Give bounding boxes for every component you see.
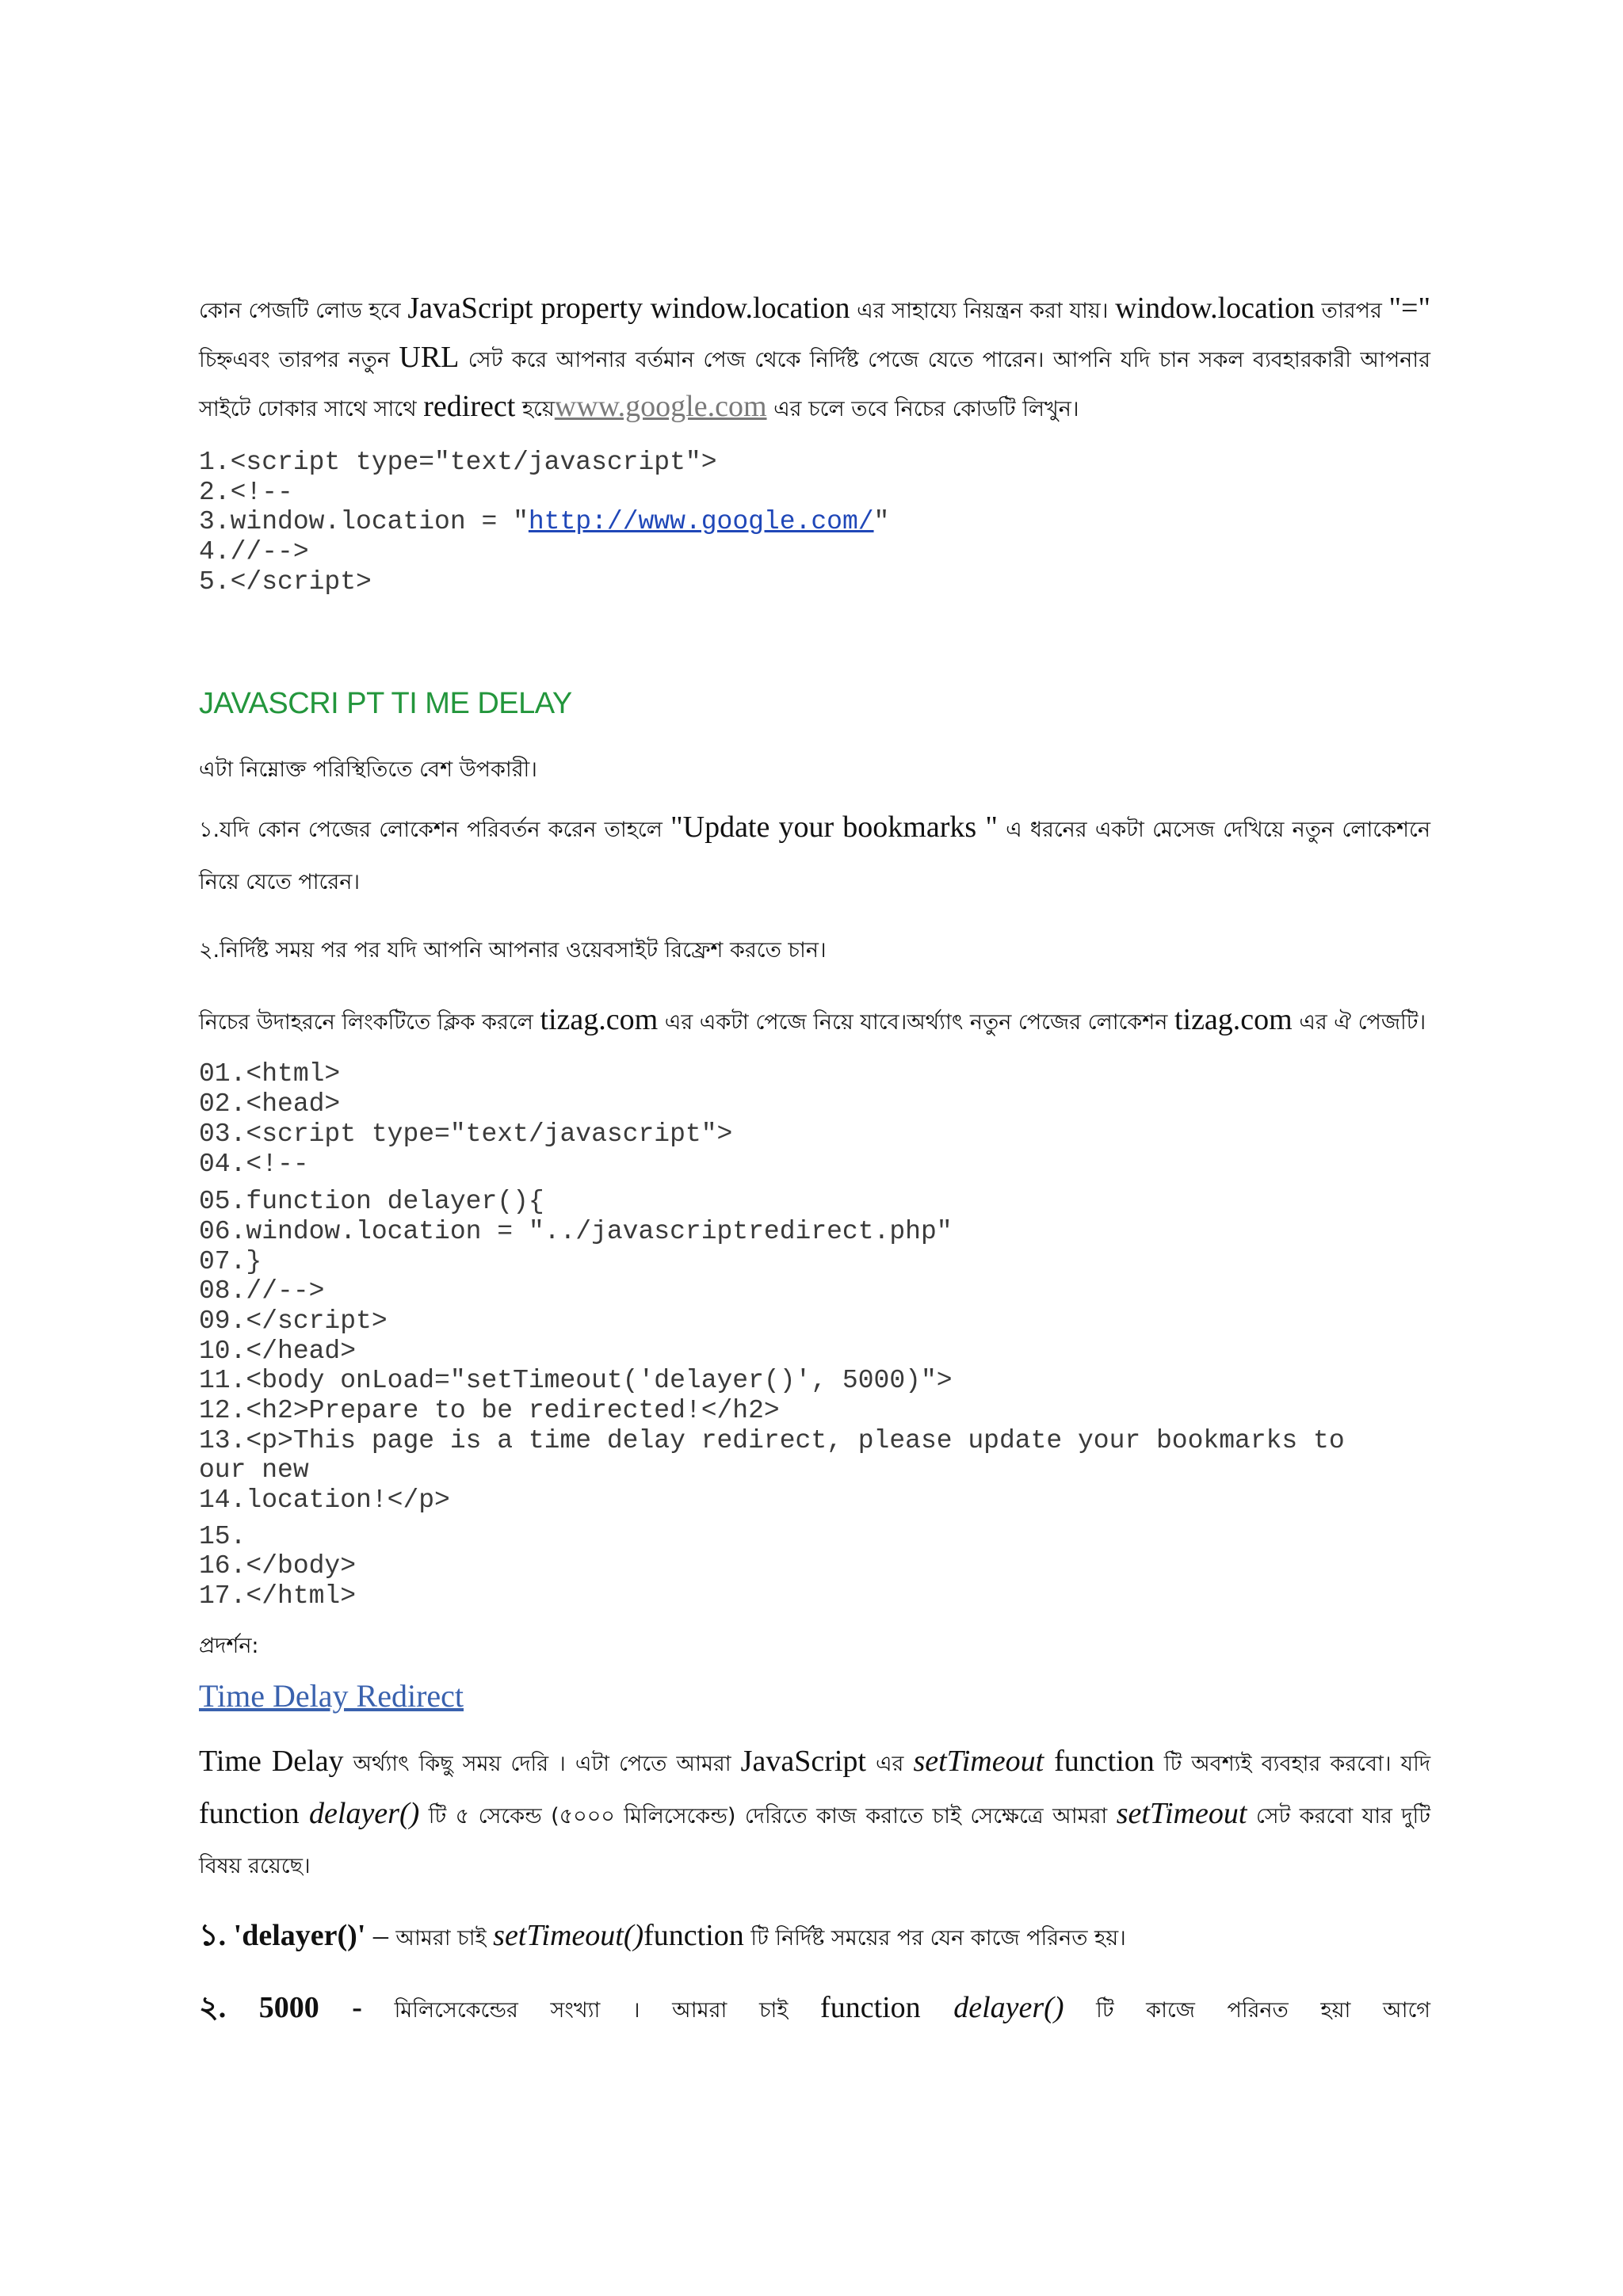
intro-term: URL <box>399 341 460 374</box>
explanation-code-term: setTimeout <box>1116 1796 1247 1830</box>
intro-text: কোন পেজটি লোড হবে <box>199 299 408 323</box>
intro-paragraph <box>199 287 1430 434</box>
point-label: ১. 'delayer()' <box>199 1918 366 1952</box>
code-text: 3.window.location = " <box>199 507 529 537</box>
intro-text: এর সাহায্যে নিয়ন্ত্রন করা যায়। <box>850 299 1116 323</box>
intro-text: হয়ে <box>515 397 555 421</box>
point-text: আমরা চাই <box>395 1925 494 1951</box>
use-case-item-2 <box>199 926 1430 978</box>
use-case-item-1 <box>199 803 1430 910</box>
point-dash: – <box>365 1918 396 1952</box>
explanation-text: টি ৫ সেকেন্ড (৫০০০ মিলিসেকেন্ড) দেরিতে কাজ করাতে চাই সেক্ষেত্রে আমরা <box>419 1803 1117 1829</box>
explanation-term: Time Delay <box>199 1744 344 1778</box>
point-item-2 <box>199 1983 1430 2039</box>
code-line: 04.<!-- <box>199 1149 309 1179</box>
explanation-text: সেট করবো যার দুটি বিষয় রয়েছে। <box>199 1803 1430 1878</box>
intro-term: window.location <box>1115 292 1315 325</box>
code-line <box>199 507 1430 537</box>
code-line: 02.<head> <box>199 1089 341 1119</box>
intro-term: JavaScript property window.location <box>407 292 850 325</box>
intro-text: সেট করে আপনার বর্তমান পেজ থেকে নির্দিষ্ট পেজে যেতে পারেন। আপনি যদি চান সকল ব্যবহারকারী আপনার সাইটে ঢোকার সাথে সাথে <box>199 348 1430 421</box>
redirect-code-block <box>199 448 1430 597</box>
time-delay-redirect-link[interactable]: Time Delay Redirect <box>199 1677 464 1714</box>
explanation-paragraph <box>199 1738 1430 1893</box>
point-code-term: delayer() <box>953 1990 1064 2024</box>
point-code-term: setTimeout() <box>493 1918 644 1952</box>
code-line: 13.<p>This page is a time delay redirect, please update your bookmarks to <box>199 1425 1345 1455</box>
explanation-text: টি অবশ্যই ব্যবহার করবো। যদি <box>1154 1751 1431 1776</box>
code-text: " <box>873 507 890 537</box>
code-line: 07.} <box>199 1246 262 1276</box>
note-domain: tizag.com <box>540 1003 659 1037</box>
point-text: টি কাজে পরিনত হয়া আগে <box>1064 1997 1431 2023</box>
explanation-code-term: delayer() <box>309 1796 420 1830</box>
demo-link-row <box>199 1674 1430 1725</box>
code-line: 01.<html> <box>199 1059 341 1089</box>
explanation-text: এর <box>865 1751 914 1776</box>
example-note <box>199 995 1430 1051</box>
code-line: 2.<!-- <box>199 477 293 507</box>
note-text: নিচের উদাহরনে লিংকটিতে ক্লিক করলে <box>199 1010 540 1035</box>
demo-label <box>199 1624 1430 1671</box>
code-line: 05.function delayer(){ <box>199 1187 544 1217</box>
google-link[interactable]: www.google.com <box>554 390 767 423</box>
section-heading: JAVASCRI PT TI ME DELAY <box>199 687 572 721</box>
intro-term: "=" <box>1388 292 1430 325</box>
item-quote: "Update your bookmarks " <box>670 810 998 845</box>
intro-text: চিহ্নএবং তারপর নতুন <box>199 348 399 372</box>
explanation-code-term: setTimeout <box>913 1744 1044 1778</box>
note-text: এর একটা পেজে নিয়ে যাবে।অর্থ্যাৎ নতুন পেজের লোকেশন <box>658 1010 1174 1035</box>
intro-term: redirect <box>423 390 516 423</box>
point-term: function <box>643 1918 744 1952</box>
explanation-term: JavaScript <box>740 1744 866 1778</box>
intro-text: তারপর <box>1314 299 1389 323</box>
code-line: 14.location!</p> <box>199 1486 450 1516</box>
code-line: 15. <box>199 1521 246 1551</box>
code-line: 11.<body onLoad="setTimeout('delayer()', 5000)"> <box>199 1366 953 1396</box>
note-text: এর ঐ পেজটি। <box>1292 1010 1426 1035</box>
code-line: 1.<script type="text/javascript"> <box>199 448 717 477</box>
point-text: মিলিসেকেন্ডের সংখ্যা । আমরা চাই <box>361 1997 821 2023</box>
delay-code-block <box>199 1059 1430 1611</box>
code-line: 5.</script> <box>199 566 372 597</box>
explanation-term: function <box>1044 1744 1155 1778</box>
code-line: our new <box>199 1455 309 1486</box>
google-url-link[interactable]: http://www.google.com/ <box>528 507 874 537</box>
code-line: 08.//--> <box>199 1276 325 1306</box>
code-line: 06.window.location = "../javascriptredirect.php" <box>199 1216 953 1246</box>
explanation-text: অর্থ্যাৎ কিছু সময় দেরি । এটা পেতে আমরা <box>343 1751 741 1776</box>
code-line: 10.</head> <box>199 1336 357 1366</box>
point-text: টি নির্দিষ্ট সময়ের পর যেন কাজে পরিনত হয়। <box>743 1925 1126 1951</box>
point-term: function <box>820 1990 954 2024</box>
item-text: ২.নির্দিষ্ট সময় পর পর যদি আপনি আপনার ওয়েবসাইট রিফ্রেশ করতে চান। <box>199 938 827 963</box>
note-domain: tizag.com <box>1174 1003 1293 1037</box>
uses-lead-text <box>199 748 1430 795</box>
code-line: 03.<script type="text/javascript"> <box>199 1119 733 1149</box>
item-text: ১.যদি কোন পেজের লোকেশন পরিবর্তন করেন তাহলে <box>199 818 671 843</box>
lead-text: এটা নিম্নোক্ত পরিস্থিতিতে বেশ উপকারী। <box>199 757 537 783</box>
demo-label-text: প্রদর্শন: <box>199 1633 259 1658</box>
point-item-1 <box>199 1911 1430 1966</box>
intro-text: এর চলে তবে নিচের কোডটি লিখুন। <box>766 397 1079 421</box>
code-line: 16.</body> <box>199 1551 357 1581</box>
code-line: 17.</html> <box>199 1581 357 1611</box>
code-line: 4.//--> <box>199 537 309 567</box>
code-line: 09.</script> <box>199 1306 388 1336</box>
explanation-term: function <box>199 1796 310 1830</box>
point-label: ২. 5000 - <box>199 1990 362 2024</box>
code-line: 12.<h2>Prepare to be redirected!</h2> <box>199 1396 780 1425</box>
item-text: এ ধরনের একটা মেসেজ দেখিয়ে নতুন লোকেশনে নিয়ে যেতে পারেন। <box>199 818 1430 895</box>
